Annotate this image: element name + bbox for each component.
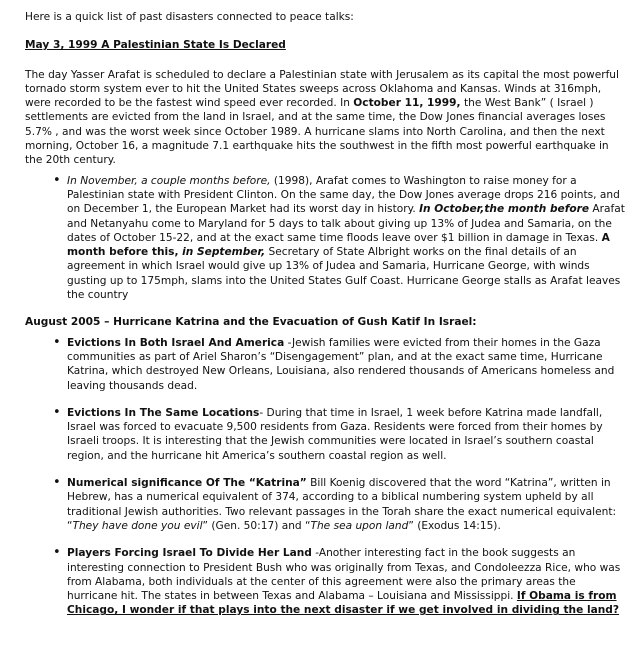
list-item: [67, 174, 626, 303]
bold-italic-text: in September,: [178, 246, 266, 259]
section-heading-1999: May 3, 1999 A Palestinian State Is Declared: [25, 39, 286, 52]
section-2005: [25, 315, 626, 617]
bullet-text: ” (Exodus 14:15).: [408, 519, 501, 532]
bullet-list-2005: [25, 336, 626, 618]
italic-text: In November, a couple months before,: [67, 174, 271, 187]
text-run: (1998), Arafat comes to Washington to raise money for a Palestinian state with President Clinton. On the same day, the Dow Jones average drops 216 points, and on December 1, the European Market had its worst day in history.: [67, 174, 620, 216]
section-paragraph-1999: [25, 68, 626, 168]
bold-date: October 11, 1999,: [353, 97, 461, 110]
bullet-text: - During that time in Israel, 1 week before Katrina made landfall, Israel was forced to evacuate 9,500 residents from Gaza. Residents were forced from their homes by Israeli troops. It is interesting that the Jewish communities were located in Israel’s southern coastal region, and the hurricane hit America’s southern coastal region as well.: [67, 406, 603, 462]
bold-text: A month before this,: [67, 231, 610, 259]
list-item: [67, 406, 626, 463]
text-run: the West Bank” ( Israel ) settlements are evicted from the land in Israel, and at the same time, the Dow Jones financial averages loses 5.7% , and was the worst week since October 1989. A hurricane slams into North Carolina, and then the next morning, October 16, a magnitude 7.1 earthquake hits the southwest in the fifth most powerful earthquake in the 20th century.: [25, 97, 609, 167]
italic-quote: The sea upon land: [310, 519, 409, 532]
bullet-text: ” (Gen. 50:17) and “: [202, 519, 311, 532]
bullet-title: Players Forcing Israel To Divide Her Land: [67, 547, 312, 560]
text-run: Arafat and Netanyahu come to Maryland for 5 days to talk about giving up 13% of Judea and Samaria, on the dates of October 15-22, and at the exact same time floods leave over $1 billion in damage in Texas.: [67, 203, 625, 244]
list-item: [67, 476, 626, 533]
section-1999: [25, 38, 626, 302]
bullet-text: Bill Koenig discovered that the word “Katrina”, written in Hebrew, has a numerical equivalent of 374, according to a biblical numbering system upheld by all traditional Jewish authorities. Two relevant passages in the Torah share the exact numerical equivalent: “: [67, 477, 617, 532]
bullet-title: Evictions In The Same Locations: [67, 406, 260, 419]
intro-text: Here is a quick list of past disasters connected to peace talks:: [25, 11, 354, 23]
list-item: [67, 336, 626, 393]
text-run: Secretary of State Albright works on the final details of an agreement in which Israel would give up 13% of Judea and Samaria, Hurricane George, with winds gusting up to 175mph, slams into the United States Gulf Coast. Hurricane George stalls as Arafat leaves the country: [67, 246, 621, 302]
bold-italic-text: In October,the month before: [419, 203, 590, 216]
bullet-text: -Jewish families were evicted from their homes in the Gaza communities as part of Ariel Sharon’s “Disengagement” plan, and at the exact same time, Hurricane Katrina, which destroyed New Orleans, Louisiana, also rendered thousands of Americans homeless and leaving thousands dead.: [67, 336, 615, 392]
list-item: [67, 546, 626, 617]
italic-quote: They have done you evil: [72, 519, 203, 532]
bullet-list-1999: [25, 174, 626, 303]
text-run: The day Yasser Arafat is scheduled to declare a Palestinian state with Jerusalem as its capital the most powerful tornado storm system ever to hit the United States sweeps across Oklahoma and Kansas. Winds at 316mph, were recorded to be the fastest wind speed ever recorded. In: [25, 68, 619, 110]
bullet-title: Numerical significance Of The “Katrina”: [67, 477, 307, 490]
bullet-title: Evictions In Both Israel And America: [67, 336, 285, 349]
emphasis-question: If Obama is from Chicago, I wonder if that plays into the next disaster if we get involved in dividing the land?: [67, 590, 619, 617]
section-heading-2005: August 2005 – Hurricane Katrina and the Evacuation of Gush Katif In Israel:: [25, 316, 477, 329]
bullet-text: -Another interesting fact in the book suggests an interesting connection to President Bush who was originally from Texas, and Condoleezza Rice, who was from Alabama, both individuals at the center of this agreement were also the primary areas the hurricane hit. The states in between Texas and Alabama – Louisiana and Mississippi.: [67, 547, 621, 603]
